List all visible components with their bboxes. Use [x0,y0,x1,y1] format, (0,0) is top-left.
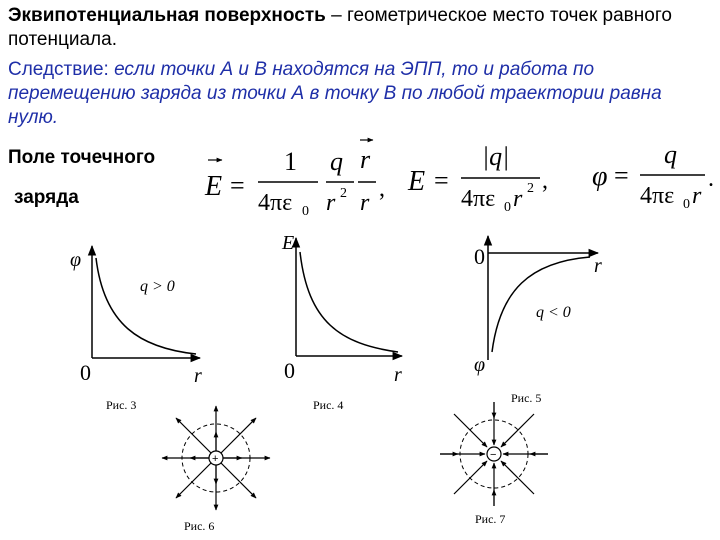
graph-potential-positive [70,246,202,387]
caption-fig4: Рис. 4 [313,398,344,412]
symbol-e-2: E [408,166,426,197]
field-line [221,463,256,498]
consequence-text: если точки А и В находятся на ЭПП, то и работа по перемещению заряда из точки А в точку В по любой траектории равна нулю. [8,59,662,128]
field-label-line1: Поле точечного [8,147,156,168]
denominator-r-4: r [692,183,702,209]
comma-1: , [379,176,385,202]
origin-1: 0 [80,360,91,385]
denominator-r-2: r [360,190,370,216]
numerator-q-2: q [664,140,677,169]
caption-fig6: Рис. 6 [184,519,215,533]
numerator-abs-q: |q| [482,142,510,171]
field-line [501,461,534,494]
y-label-2: E [282,232,295,254]
y-label-3: φ [474,354,486,376]
numerator-q-1: q [330,147,343,176]
field-line [221,418,256,453]
subscript-zero-3: 0 [683,197,690,212]
exponent-two-1: 2 [340,186,347,201]
consequence-prefix: Следствие: [8,59,115,80]
symbol-e: E [205,171,223,202]
denominator-r-3: r [513,186,523,212]
x-label-1: r [194,365,202,387]
denominator-4pieps-1: 4πε [258,190,293,216]
x-label-3: r [594,255,602,277]
period: . [708,166,714,192]
note-q-negative: q < 0 [536,304,571,321]
formula-potential [592,140,714,212]
equals-sign-3: = [614,161,629,190]
field-diagram-negative [440,402,548,506]
field-line [454,414,487,447]
numerator-one: 1 [284,147,297,176]
formula-e-vector [204,140,385,219]
origin-2: 0 [284,358,295,383]
field-line [454,461,487,494]
subscript-zero-1: 0 [302,204,309,219]
formula-e-magnitude [407,142,548,215]
y-label-1: φ [70,249,82,271]
curve-2 [300,252,398,352]
exponent-two-2: 2 [527,181,534,196]
definition-text: – геометрическое место точек равного потенциала. [8,5,672,50]
field-label-line2: заряда [14,187,79,208]
graph-potential-negative [474,236,602,376]
charge-sign-positive: + [212,453,219,465]
field-line [176,418,211,453]
caption-fig7: Рис. 7 [475,512,506,526]
denominator-4pieps-2: 4πε [461,186,496,212]
subscript-zero-2: 0 [504,200,511,215]
equals-sign-1: = [230,171,245,200]
caption-fig5: Рис. 5 [511,391,542,405]
graph-field-strength [281,232,402,386]
curve-1 [96,258,196,354]
note-q-positive: q > 0 [140,278,175,295]
field-diagram-positive [162,406,270,510]
symbol-phi: φ [592,161,608,192]
term-equipotential-surface: Эквипотенциальная поверхность [8,5,326,26]
field-line [501,414,534,447]
x-label-2: r [394,364,402,386]
denominator-4pieps-3: 4πε [640,183,675,209]
charge-sign-negative: − [490,449,497,461]
denominator-r-1: r [326,190,336,216]
comma-2: , [542,168,548,194]
caption-fig3: Рис. 3 [106,398,137,412]
numerator-r-vec: r [360,145,371,174]
origin-3: 0 [474,244,485,269]
field-line [176,463,211,498]
equals-sign-2: = [434,166,449,195]
